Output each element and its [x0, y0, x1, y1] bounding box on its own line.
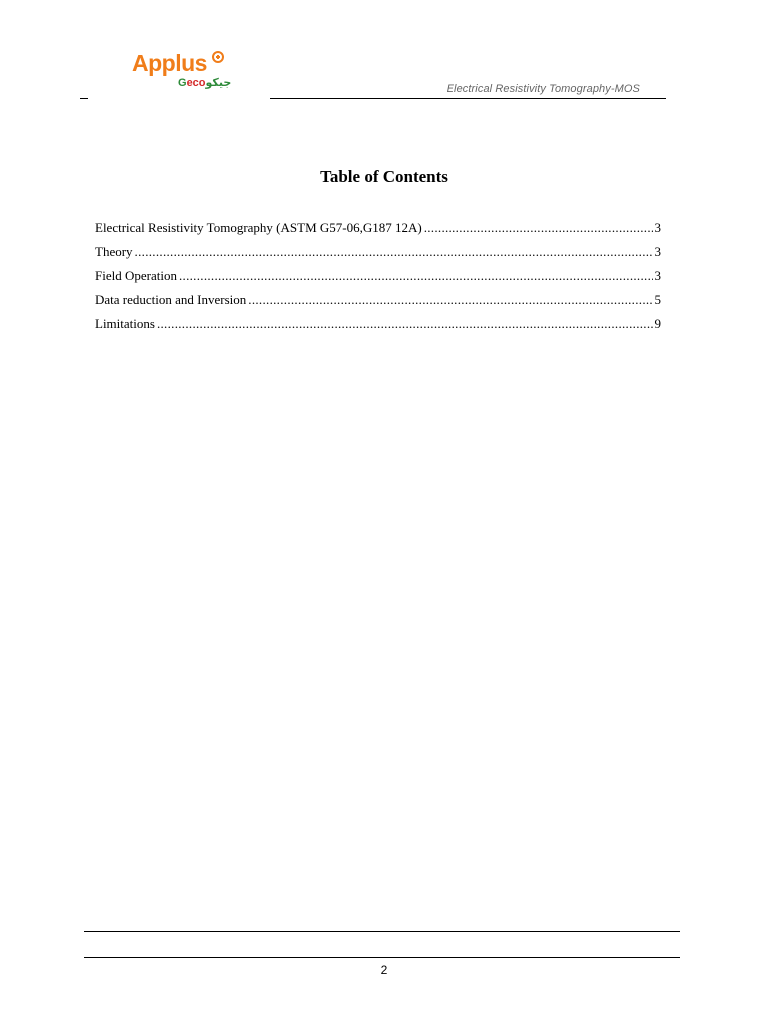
logo-sub-arabic: جيكو	[205, 77, 232, 89]
header-rule-short	[80, 98, 88, 99]
page-number: 2	[380, 963, 388, 977]
toc-entry-label[interactable]: Field Operation	[95, 268, 177, 283]
toc-dot-leader	[424, 219, 653, 237]
footer-rule-top	[84, 931, 680, 932]
company-logo	[132, 48, 252, 96]
toc-entry-label[interactable]: Data reduction and Inversion	[95, 292, 247, 307]
toc-dot-leader	[157, 315, 653, 333]
toc-entry-page[interactable]: 3	[654, 268, 661, 283]
toc-entry[interactable]	[95, 219, 661, 243]
toc-dot-leader	[248, 291, 652, 309]
table-of-contents	[95, 219, 661, 339]
plus-circle-icon	[212, 51, 224, 63]
toc-entry[interactable]	[95, 243, 661, 267]
toc-heading: Table of Contents	[320, 167, 448, 186]
toc-dot-leader	[179, 267, 653, 285]
toc-dot-leader	[135, 243, 653, 261]
logo-sub-prefix: G	[178, 77, 187, 89]
footer-rule-bottom	[84, 957, 680, 958]
toc-entry[interactable]	[95, 291, 661, 315]
toc-entry-label[interactable]: Theory	[95, 244, 133, 259]
logo-wordmark: Applus	[132, 50, 207, 76]
toc-entry[interactable]	[95, 267, 661, 291]
logo-sub-accent: eco	[186, 77, 206, 89]
toc-entry-label[interactable]: Limitations	[95, 316, 155, 331]
toc-entry-page[interactable]: 3	[654, 244, 661, 259]
logo-subbrand	[178, 76, 231, 90]
toc-entry-label[interactable]: Electrical Resistivity Tomography (ASTM G57-06,G187 12A)	[95, 220, 422, 235]
header-rule	[270, 98, 666, 99]
running-header-title: Electrical Resistivity Tomography-MOS	[446, 83, 640, 95]
toc-entry[interactable]	[95, 315, 661, 339]
toc-entry-page[interactable]: 3	[654, 220, 661, 235]
toc-entry-page[interactable]: 5	[654, 292, 661, 307]
toc-entry-page[interactable]: 9	[654, 316, 661, 331]
